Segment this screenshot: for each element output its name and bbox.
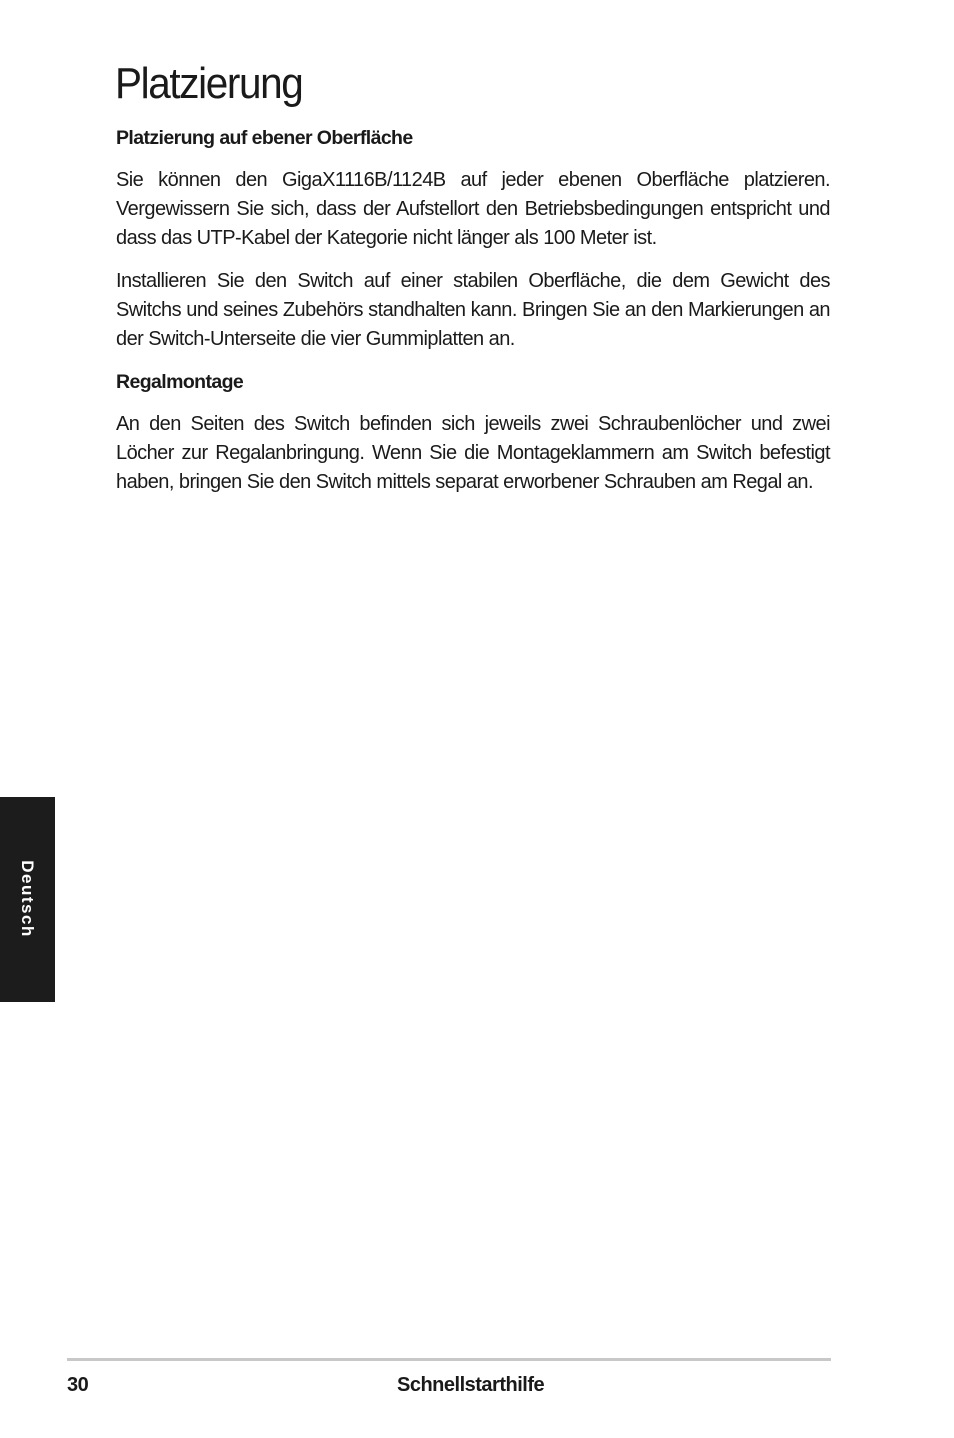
footer-title: Schnellstarthilfe xyxy=(397,1374,545,1396)
footer-divider xyxy=(67,1358,831,1361)
page-number: 30 xyxy=(67,1374,89,1396)
paragraph-rack: An den Seiten des Switch befinden sich jeweils zwei Schraubenlöcher und zwei Löcher zur Regalanbringung. Wenn Sie die Montageklammern am Switch befestigt haben, bringen Sie den Switch mittels separat erworbener Schrauben am Regal an. xyxy=(116,413,830,493)
language-side-tab xyxy=(0,797,55,1002)
paragraph-flat-surface-1: Sie können den GigaX1116B/1124B auf jeder ebenen Oberfläche platzieren. Vergewissern Sie sich, dass der Aufstellort den Betriebsbedingungen entspricht und dass das UTP-Kabel der Kategorie nicht länger als 100 Meter ist. xyxy=(116,169,830,249)
content-area xyxy=(116,124,830,497)
section-heading-flat-surface: Platzierung auf ebener Oberfläche xyxy=(116,127,413,149)
page-title: Platzierung xyxy=(115,59,303,108)
section-heading-rack: Regalmontage xyxy=(116,371,244,393)
paragraph-flat-surface-2: Installieren Sie den Switch auf einer stabilen Oberfläche, die dem Gewicht des Switchs und seines Zubehörs standhalten kann. Bringen Sie an den Markierungen an der Switch-Unterseite die vier Gummiplatten an. xyxy=(116,270,830,350)
language-tab-label: Deutsch xyxy=(18,860,37,938)
